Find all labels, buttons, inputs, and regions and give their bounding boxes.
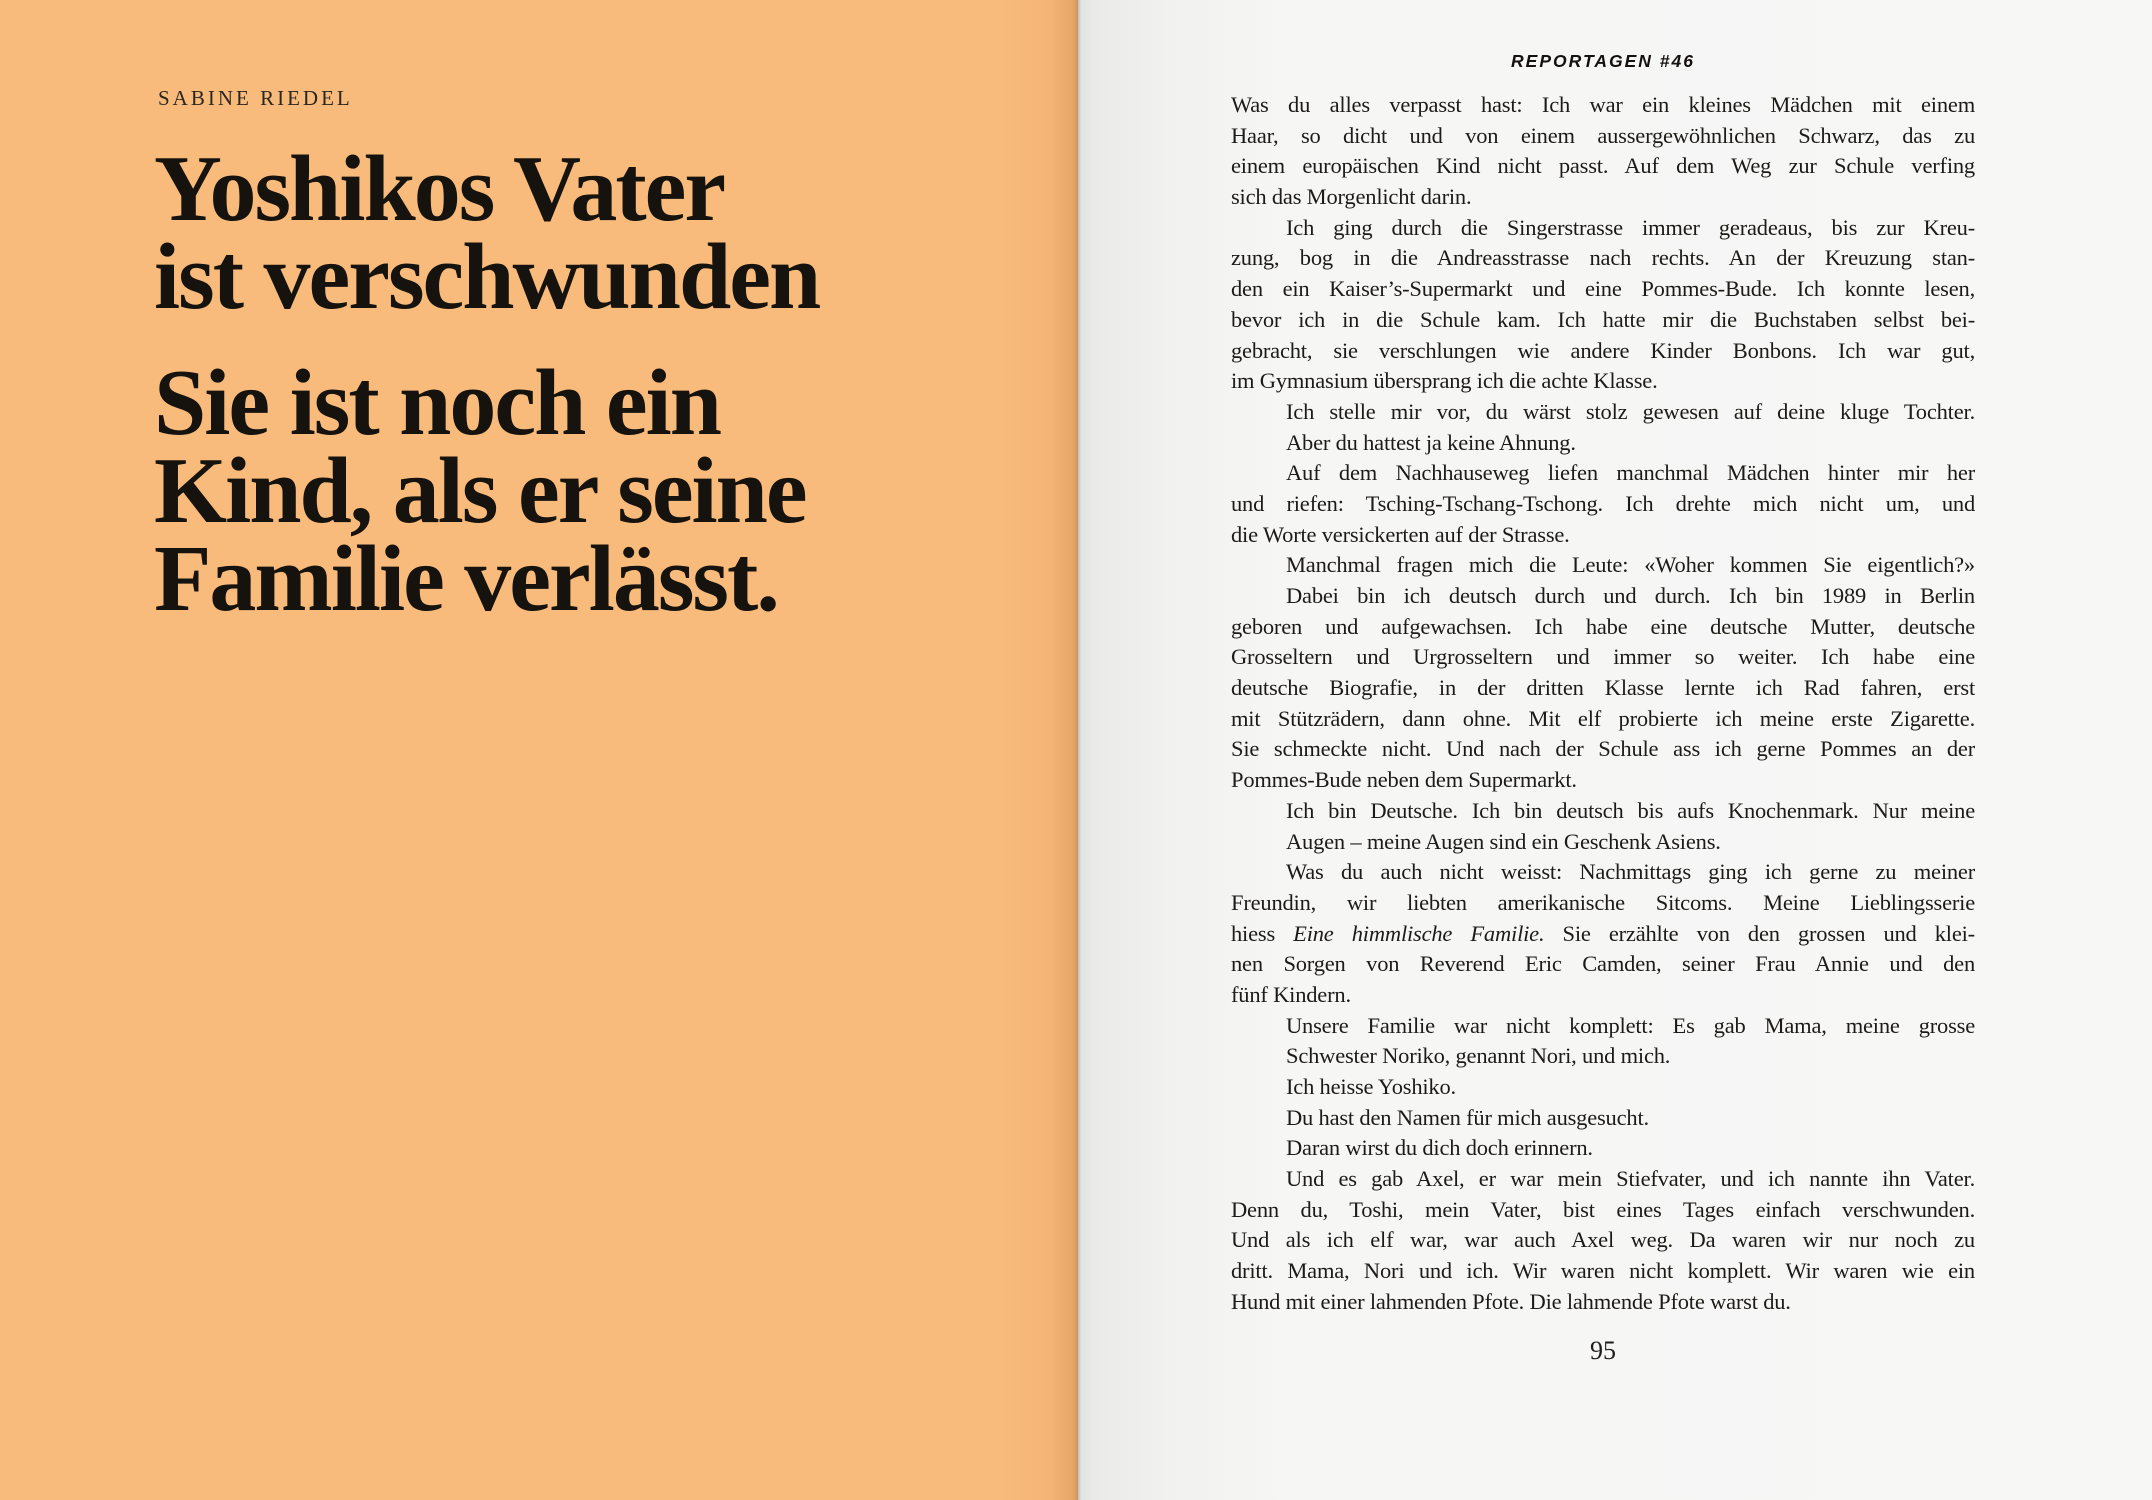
body-line: gebracht, sie verschlungen wie andere Kinder Bonbons. Ich war gut, bbox=[1231, 337, 1975, 363]
body-line: Was du alles verpasst hast: Ich war ein kleines Mädchen mit einem bbox=[1231, 92, 1975, 117]
body-line: Hund mit einer lahmenden Pfote. Die lahmende Pfote warst du. bbox=[1231, 1288, 1791, 1314]
body-line: mit Stützrädern, dann ohne. Mit elf probierte ich meine erste Zigarette. bbox=[1231, 705, 1975, 731]
body-line: Daran wirst du dich doch erinnern. bbox=[1286, 1135, 1593, 1161]
body-line: fünf Kindern. bbox=[1231, 981, 1351, 1007]
headline-line: Sie ist noch ein bbox=[154, 351, 721, 455]
body-text bbox=[1231, 90, 1975, 1318]
body-line: Freundin, wir liebten amerikanische Sitcoms. Meine Lieblingsserie bbox=[1231, 889, 1975, 915]
headline-secondary bbox=[154, 351, 806, 631]
body-line: im Gymnasium übersprang ich die achte Klasse. bbox=[1231, 368, 1658, 394]
body-line: Und als ich elf war, war auch Axel weg. Da waren wir nur noch zu bbox=[1231, 1227, 1975, 1253]
body-line: Und es gab Axel, er war mein Stiefvater, und ich nannte ihn Vater. bbox=[1286, 1166, 1975, 1192]
body-line: Aber du hattest ja keine Ahnung. bbox=[1286, 429, 1576, 455]
headline-line: ist verschwunden bbox=[154, 225, 820, 329]
body-line: Dabei bin ich deutsch durch und durch. Ich bin 1989 in Berlin bbox=[1286, 583, 1975, 608]
body-line: sich das Morgenlicht darin. bbox=[1231, 184, 1472, 210]
body-line: Manchmal fragen mich die Leute: «Woher kommen Sie eigentlich?» bbox=[1286, 552, 1975, 578]
body-line: Ich stelle mir vor, du wärst stolz gewesen auf deine kluge Tochter. bbox=[1286, 398, 1975, 424]
running-header: REPORTAGEN #46 bbox=[1511, 51, 1695, 71]
body-line: Grosseltern und Urgrosseltern und immer so weiter. Ich habe eine bbox=[1231, 644, 1975, 670]
body-line: dritt. Mama, Nori und ich. Wir waren nicht komplett. Wir waren wie ein bbox=[1231, 1258, 1975, 1284]
body-line: Haar, so dicht und von einem aussergewöhnlichen Schwarz, das zu bbox=[1231, 122, 1975, 148]
body-line: hiess Eine himmlische Familie. Sie erzählte von den grossen und klei- bbox=[1231, 920, 1975, 946]
right-page bbox=[1078, 0, 2152, 1500]
body-line: Unsere Familie war nicht komplett: Es gab Mama, meine grosse bbox=[1286, 1012, 1975, 1038]
page-number: 95 bbox=[1590, 1336, 1616, 1365]
body-line: Pommes-Bude neben dem Supermarkt. bbox=[1231, 767, 1577, 793]
body-line: nen Sorgen von Reverend Eric Camden, seiner Frau Annie und den bbox=[1231, 951, 1975, 977]
body-line: Schwester Noriko, genannt Nori, und mich. bbox=[1286, 1043, 1671, 1069]
body-line: deutsche Biografie, in der dritten Klasse lernte ich Rad fahren, erst bbox=[1231, 675, 1975, 701]
body-line: Was du auch nicht weisst: Nachmittags ging ich gerne zu meiner bbox=[1286, 859, 1975, 885]
body-line: zung, bog in die Andreasstrasse nach rechts. An der Kreuzung stan- bbox=[1231, 245, 1975, 271]
body-line: einem europäischen Kind nicht passt. Auf dem Weg zur Schule verfing bbox=[1231, 153, 1975, 179]
body-line: Du hast den Namen für mich ausgesucht. bbox=[1286, 1104, 1649, 1130]
body-line: geboren und aufgewachsen. Ich habe eine deutsche Mutter, deutsche bbox=[1231, 613, 1975, 639]
body-line: und riefen: Tsching-Tschang-Tschong. Ich drehte mich nicht um, und bbox=[1231, 490, 1975, 516]
body-line: Auf dem Nachhauseweg liefen manchmal Mädchen hinter mir her bbox=[1286, 460, 1975, 486]
body-line: Denn du, Toshi, mein Vater, bist eines Tages einfach verschwunden. bbox=[1231, 1196, 1975, 1222]
headline-line: Kind, als er seine bbox=[154, 439, 806, 543]
body-line: Ich ging durch die Singerstrasse immer geradeaus, bis zur Kreu- bbox=[1286, 214, 1975, 240]
headline-line: Familie verlässt. bbox=[154, 527, 778, 631]
author-name: SABINE RIEDEL bbox=[158, 86, 353, 110]
headline-line: Yoshikos Vater bbox=[154, 137, 725, 241]
body-line: Sie schmeckte nicht. Und nach der Schule ass ich gerne Pommes an der bbox=[1231, 736, 1975, 762]
body-line: Augen – meine Augen sind ein Geschenk Asiens. bbox=[1286, 828, 1721, 854]
body-line: Ich bin Deutsche. Ich bin deutsch bis aufs Knochenmark. Nur meine bbox=[1286, 797, 1975, 823]
body-line: die Worte versickerten auf der Strasse. bbox=[1231, 521, 1570, 547]
headline-primary bbox=[154, 137, 820, 329]
body-line: den ein Kaiser’s-Supermarkt und eine Pommes-Bude. Ich konnte lesen, bbox=[1231, 276, 1975, 302]
body-line: bevor ich in die Schule kam. Ich hatte mir die Buchstaben selbst bei- bbox=[1231, 306, 1975, 332]
body-line: Ich heisse Yoshiko. bbox=[1286, 1074, 1456, 1099]
